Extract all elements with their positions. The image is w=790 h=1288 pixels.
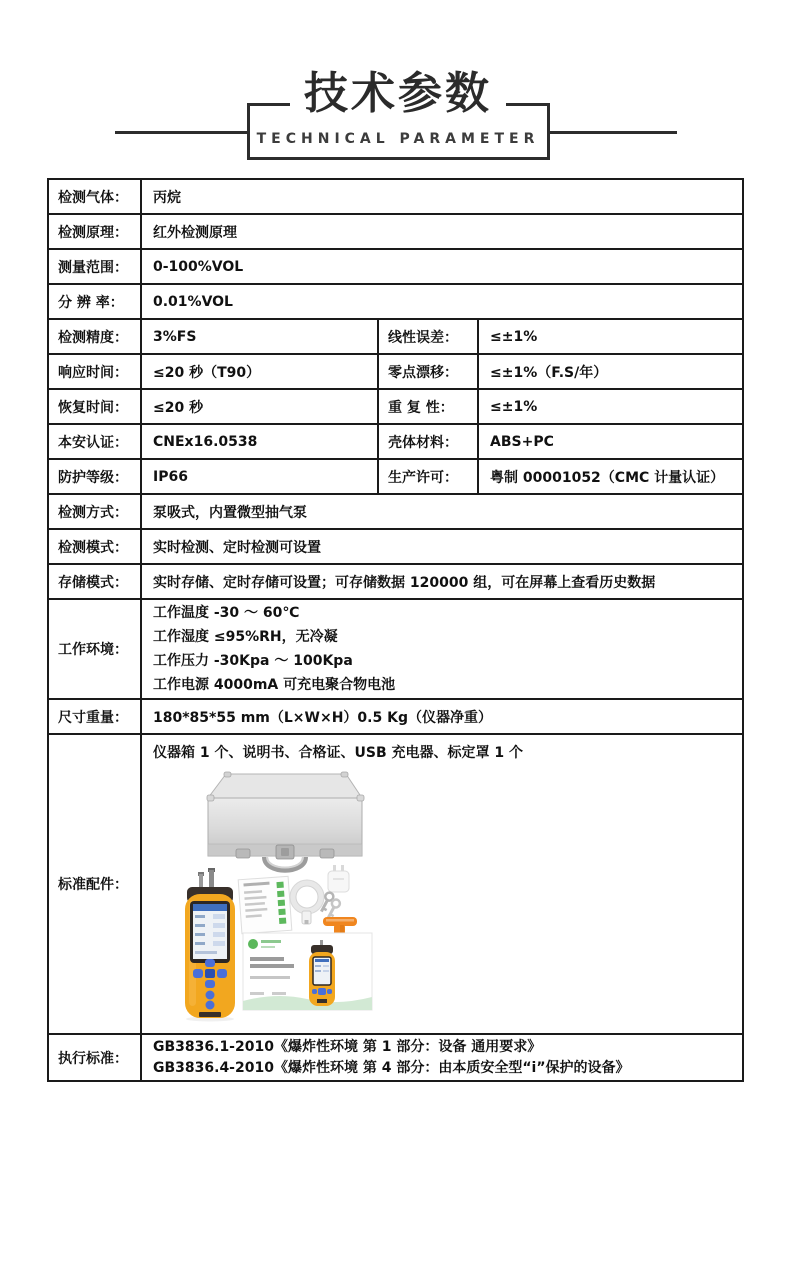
label-measuring-range: 测量范围： bbox=[49, 250, 140, 283]
value-working-environment bbox=[142, 600, 742, 698]
value-resolution: 0.01%VOL bbox=[142, 285, 742, 318]
gas-detector-icon bbox=[185, 868, 235, 1022]
instrument-case-icon bbox=[207, 772, 364, 870]
value-protection-rating: IP66 bbox=[142, 460, 377, 493]
label-zero-drift: 零点漂移： bbox=[379, 355, 477, 388]
value-recovery-time: ≤20 秒 bbox=[142, 390, 377, 423]
value-dimensions-weight: 180*85*55 mm（L×W×H）0.5 Kg（仪器净重） bbox=[142, 700, 742, 733]
value-repeatability: ≤±1% bbox=[479, 390, 742, 423]
usb-cable-icon bbox=[290, 880, 324, 924]
value-gas-type: 丙烷 bbox=[142, 180, 742, 213]
working-env-power: 工作电源 4000mA 可充电聚合物电池 bbox=[153, 677, 396, 693]
value-intrinsic-safety-cert: CNEx16.0538 bbox=[142, 425, 377, 458]
label-housing-material: 壳体材料： bbox=[379, 425, 477, 458]
standard-gb3836-1: GB3836.1-2010《爆炸性环境 第 1 部分：设备 通用要求》 bbox=[153, 1038, 542, 1055]
label-detection-method: 检测方式： bbox=[49, 495, 140, 528]
value-detection-method: 泵吸式，内置微型抽气泵 bbox=[142, 495, 742, 528]
accessories-product-photo bbox=[182, 770, 378, 1022]
label-standard-accessories: 标准配件： bbox=[49, 735, 140, 1033]
value-detection-principle: 红外检测原理 bbox=[142, 215, 742, 248]
label-working-environment: 工作环境： bbox=[49, 600, 140, 698]
label-detection-mode: 检测模式： bbox=[49, 530, 140, 563]
value-standard-accessories bbox=[142, 735, 742, 1033]
label-response-time: 响应时间： bbox=[49, 355, 140, 388]
spec-table bbox=[47, 178, 744, 1082]
standard-gb3836-4: GB3836.4-2010《爆炸性环境 第 4 部分：由本质安全型“i”保护的设备》 bbox=[153, 1059, 630, 1076]
value-response-time: ≤20 秒（T90） bbox=[142, 355, 377, 388]
working-env-temperature: 工作温度 -30 ～ 60℃ bbox=[153, 605, 300, 621]
value-detection-mode: 实时检测、定时检测可设置 bbox=[142, 530, 742, 563]
value-zero-drift: ≤±1%（F.S/年） bbox=[479, 355, 742, 388]
value-measuring-range: 0-100%VOL bbox=[142, 250, 742, 283]
accessories-list-text: 仪器箱 1 个、说明书、合格证、USB 充电器、标定罩 1 个 bbox=[153, 745, 523, 761]
label-linearity-error: 线性误差： bbox=[379, 320, 477, 353]
header-left-rule bbox=[115, 131, 247, 134]
page-title: 技术参数 bbox=[290, 70, 506, 118]
label-detection-principle: 检测原理： bbox=[49, 215, 140, 248]
manual-booklet-icon bbox=[243, 933, 372, 1010]
booklet-detector-image bbox=[309, 940, 335, 1006]
label-production-license: 生产许可： bbox=[379, 460, 477, 493]
label-repeatability: 重 复 性： bbox=[379, 390, 477, 423]
label-gas-type: 检测气体： bbox=[49, 180, 140, 213]
header-right-rule bbox=[550, 131, 677, 134]
charger-icon bbox=[328, 865, 349, 892]
label-protection-rating: 防护等级： bbox=[49, 460, 140, 493]
label-dimensions-weight: 尺寸重量： bbox=[49, 700, 140, 733]
label-storage-mode: 存储模式： bbox=[49, 565, 140, 598]
value-executive-standards bbox=[142, 1035, 742, 1080]
value-accuracy: 3%FS bbox=[142, 320, 377, 353]
page-subtitle: TECHNICAL PARAMETER bbox=[256, 131, 540, 147]
spec-sheet-icon bbox=[238, 876, 292, 933]
value-housing-material: ABS+PC bbox=[479, 425, 742, 458]
label-resolution: 分 辨 率： bbox=[49, 285, 140, 318]
label-executive-standards: 执行标准： bbox=[49, 1035, 140, 1080]
working-env-pressure: 工作压力 -30Kpa ～ 100Kpa bbox=[153, 653, 353, 669]
label-accuracy: 检测精度： bbox=[49, 320, 140, 353]
working-env-humidity: 工作湿度 ≤95%RH，无冷凝 bbox=[153, 629, 338, 645]
value-storage-mode: 实时存储、定时存储可设置；可存储数据 120000 组，可在屏幕上查看历史数据 bbox=[142, 565, 742, 598]
value-linearity-error: ≤±1% bbox=[479, 320, 742, 353]
label-recovery-time: 恢复时间： bbox=[49, 390, 140, 423]
value-production-license: 粤制 00001052（CMC 计量认证） bbox=[479, 460, 742, 493]
label-intrinsic-safety-cert: 本安认证： bbox=[49, 425, 140, 458]
